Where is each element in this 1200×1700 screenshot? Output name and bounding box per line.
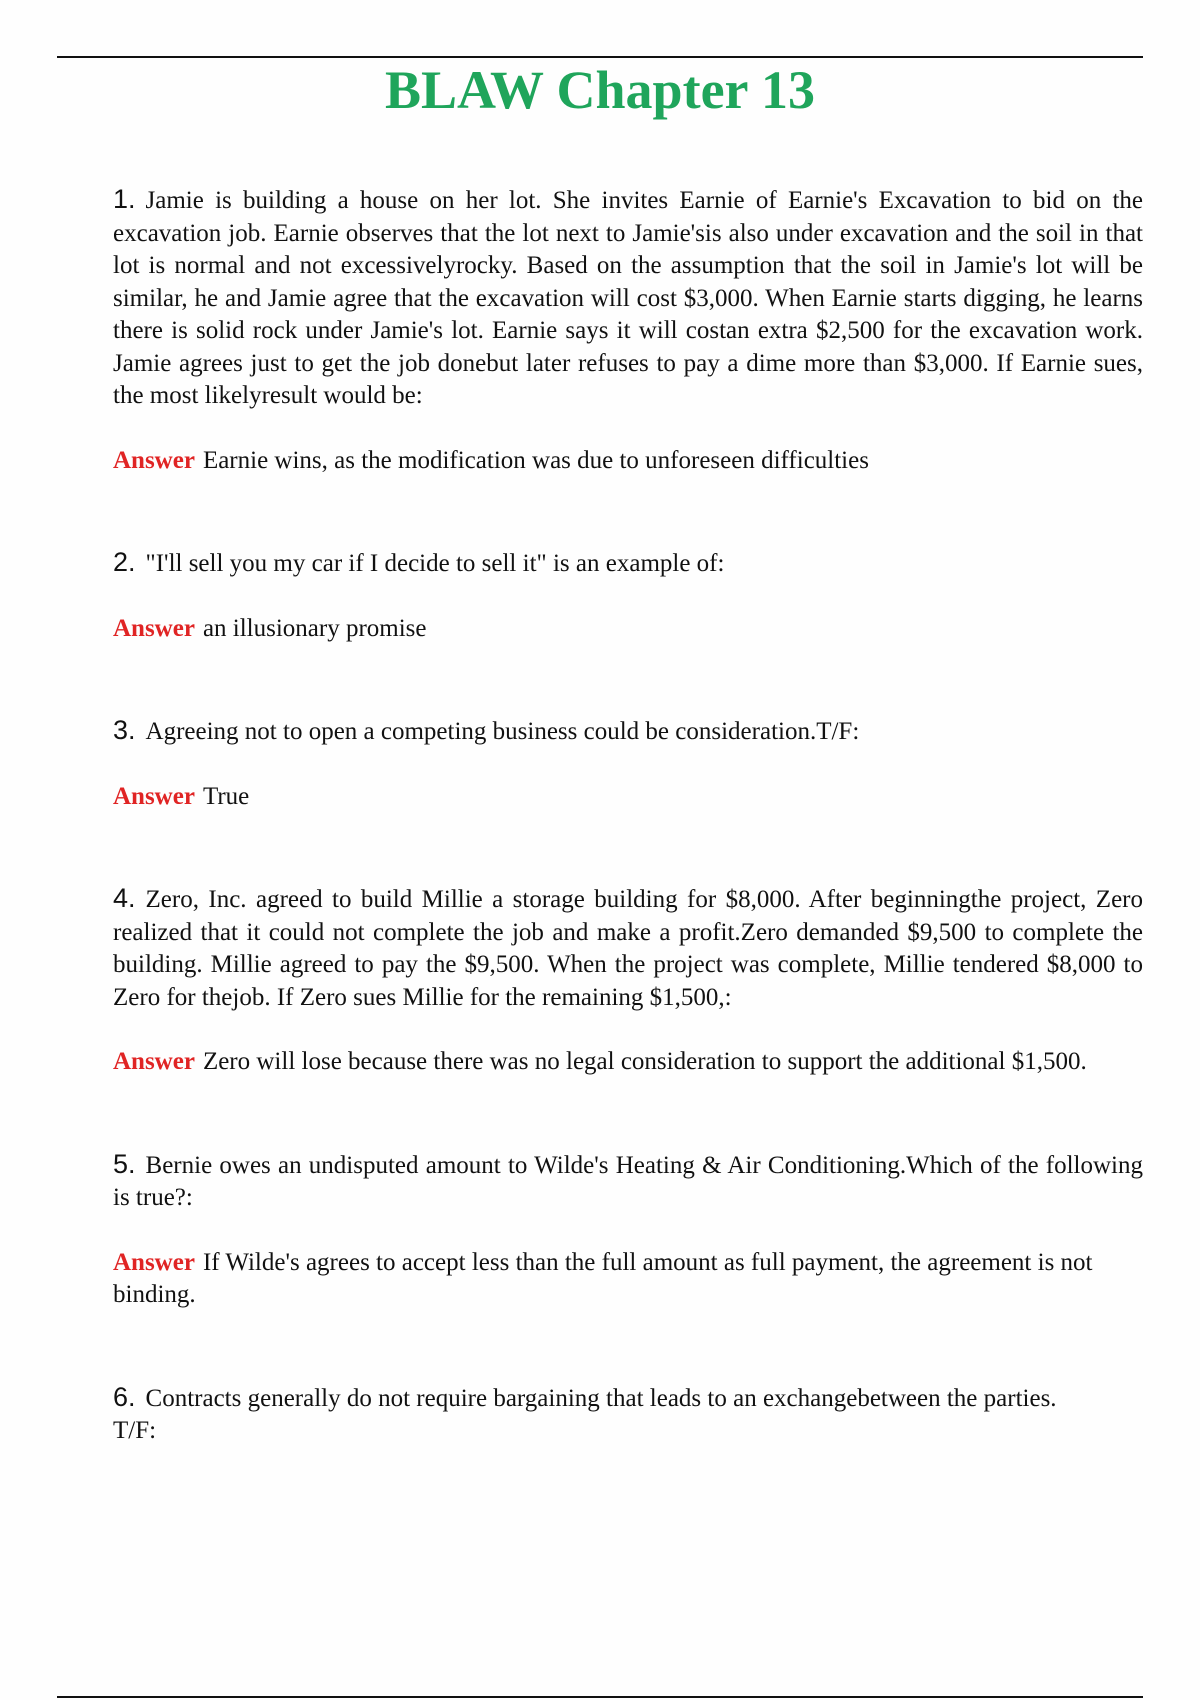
question-body: Zero, Inc. agreed to build Millie a storage building for $8,000. After beginningthe project, Zero realized that it could not complete the job and make a profit.Zero demanded $9,500 to complete the building. Millie agreed to pay the $9,500. When the project was complete, Millie tendered $8,000 to Zero for thejob. If Zero sues Millie for the remaining $1,500,:	[113, 886, 1143, 1011]
answer-label: Answer	[113, 782, 195, 810]
question-item-4	[113, 882, 1143, 1079]
question-number: 5.	[113, 1148, 136, 1179]
answer-label: Answer	[113, 614, 195, 642]
question-text	[113, 882, 1143, 1014]
question-text	[113, 1381, 1143, 1448]
question-text	[113, 1148, 1143, 1215]
question-text	[113, 183, 1143, 413]
answer-label: Answer	[113, 1248, 195, 1276]
answer-body: Zero will lose because there was no legal consideration to support the additional $1,500.	[202, 1048, 1087, 1075]
answer-body: True	[202, 782, 250, 810]
answer-text	[113, 781, 1143, 814]
answer-text	[113, 613, 1143, 646]
answer-label: Answer	[113, 1048, 195, 1075]
question-number: 2.	[113, 547, 136, 577]
question-body: Contracts generally do not require bargaining that leads to an exchangebetween the parties.	[145, 1384, 1057, 1412]
question-list	[113, 183, 1143, 1448]
answer-body: an illusionary promise	[202, 614, 427, 642]
question-number: 4.	[113, 883, 136, 913]
question-body: Jamie is building a house on her lot. She invites Earnie of Earnie's Excavation to bid on the excavation job. Earnie observes that the lot next to Jamie'sis also under excavation and the soil in that lot is normal and not excessivelyrocky. Based on the assumption that the soil in Jamie's lot will be similar, he and Jamie agree that the excavation will cost $3,000. When Earnie starts digging, he learns there is solid rock under Jamie's lot. Earnie says it will costan extra $2,500 for the excavation work. Jamie agrees just to get the job donebut later refuses to pay a dime more than $3,000. If Earnie sues, the most likelyresult would be:	[113, 187, 1143, 409]
question-body: Bernie owes an undisputed amount to Wilde's Heating & Air Conditioning.Which of the following is true?:	[113, 1151, 1143, 1211]
answer-body: Earnie wins, as the modification was due to unforeseen difficulties	[202, 446, 869, 474]
question-body: "I'll sell you my car if I decide to sell it" is an example of:	[145, 550, 725, 577]
question-number: 1.	[113, 184, 136, 214]
question-item-1	[113, 183, 1143, 477]
answer-text	[113, 1046, 1143, 1079]
question-item-6	[113, 1381, 1143, 1448]
question-number: 6.	[113, 1381, 136, 1412]
question-body: Agreeing not to open a competing business could be consideration.T/F:	[145, 718, 860, 745]
question-number: 3.	[113, 715, 136, 745]
question-item-2	[113, 546, 1143, 645]
question-item-3	[113, 714, 1143, 813]
question-item-5	[113, 1148, 1143, 1312]
question-text	[113, 546, 1143, 581]
question-text	[113, 714, 1143, 749]
answer-text	[113, 445, 1143, 478]
answer-body: If Wilde's agrees to accept less than the full amount as full payment, the agreement is not binding.	[113, 1248, 1093, 1308]
answer-text	[113, 1247, 1143, 1312]
bottom-rule	[57, 1696, 1143, 1698]
question-suffix: T/F:	[113, 1417, 157, 1444]
answer-label: Answer	[113, 446, 195, 474]
page-title: BLAW Chapter 13	[384, 60, 816, 120]
